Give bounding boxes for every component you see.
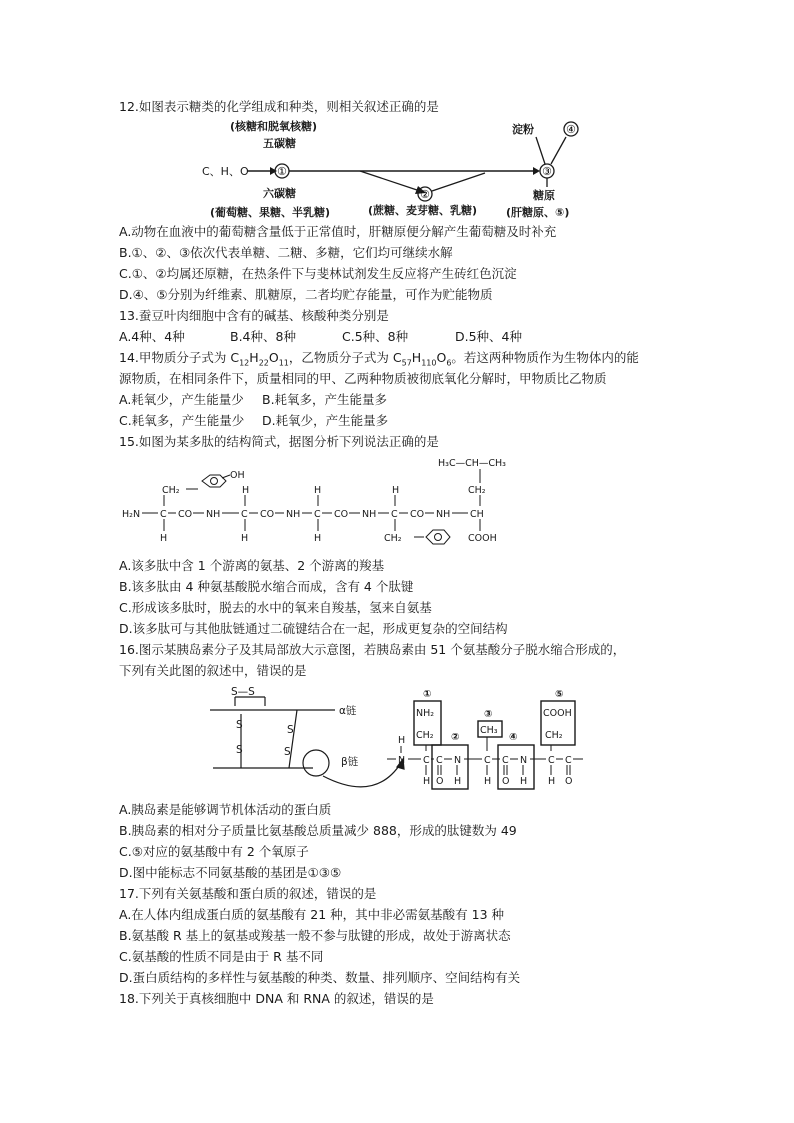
q16-fig-cc6: C: [565, 755, 572, 766]
q16-stem-line2: 下列有关此图的叙述中，错误的是: [119, 663, 307, 678]
q14-h2: H: [411, 350, 422, 365]
q16-fig-alpha: α链: [339, 705, 357, 717]
q16-option-a: A.胰岛素是能够调节机体活动的蛋白质: [119, 802, 332, 817]
q16-fig-h4: H: [484, 776, 492, 787]
q16-fig-c3: ③: [484, 709, 493, 720]
q16-insulin-diagram: [205, 683, 595, 798]
q15-fig-co4: CO: [410, 509, 425, 520]
q14-o2: O: [436, 350, 447, 365]
q17-stem: 17.下列有关氨基酸和蛋白质的叙述，错误的是: [119, 886, 377, 901]
q15-fig-c1: C: [160, 509, 167, 520]
q14-text-a: 14.甲物质分子式为 C: [119, 350, 240, 365]
q16-fig-cc5: C: [548, 755, 555, 766]
q12-stem: 12.如图表示糖类的化学组成和种类，则相关叙述正确的是: [119, 99, 439, 114]
q15-fig-oh: OH: [230, 470, 245, 481]
q12-fig-disacch: (蔗糖、麦芽糖、乳糖): [368, 204, 478, 217]
q16-fig-s1: S: [236, 719, 243, 731]
q15-fig-h-top2: H: [242, 485, 250, 496]
q14-sub3: 11: [278, 358, 289, 368]
q12-fig-hexose: 六碳糖: [263, 187, 296, 200]
q16-fig-s3: S: [287, 724, 294, 736]
q12-fig-top1: (核糖和脱氧核糖): [230, 120, 318, 133]
q14-text-c: 。若这两种物质作为生物体内的能: [451, 350, 639, 365]
q15-fig-nh4: NH: [436, 509, 451, 520]
q16-stem-line1: 16.图示某胰岛素分子及其局部放大示意图，若胰岛素由 51 个氨基酸分子脱水缩合形成的，: [119, 642, 626, 657]
q14-stem-line2: 源物质，在相同条件下，质量相同的甲、乙两种物质被彻底氧化分解时，甲物质比乙物质: [119, 371, 607, 386]
q12-fig-n3: ③: [542, 165, 552, 178]
q13-option-d: D.5种、4种: [455, 329, 523, 344]
q16-option-c: C.⑤对应的氨基酸中有 2 个氧原子: [119, 844, 309, 859]
q12-option-a: A.动物在血液中的葡萄糖含量低于正常值时，肝糖原便分解产生葡萄糖及时补充: [119, 224, 557, 239]
q16-option-b: B.胰岛素的相对分子质量比氨基酸总质量减少 888，形成的肽键数为 49: [119, 823, 517, 838]
q15-fig-co3: CO: [334, 509, 349, 520]
q15-fig-nh2b: NH: [286, 509, 301, 520]
q15-fig-h-bot1: H: [160, 533, 168, 544]
q14-option-b: B.耗氧多，产生能量多: [262, 392, 388, 407]
q14-option-c: C.耗氧多，产生能量少: [119, 413, 245, 428]
q12-fig-hexose-types: (葡萄糖、果糖、半乳糖): [210, 206, 331, 219]
q15-fig-c3: C: [314, 509, 321, 520]
q12-fig-glycogen-types: (肝糖原、⑤): [506, 206, 570, 219]
q14-sub1: 12: [239, 358, 250, 368]
q15-fig-co2: CO: [260, 509, 275, 520]
q15-option-d: D.该多肽可与其他肽链通过二硫键结合在一起，形成更复杂的空间结构: [119, 621, 508, 636]
q12-option-b: B.①、②、③依次代表单糖、二糖、多糖，它们均可继续水解: [119, 245, 453, 260]
q16-fig-s2: S: [236, 744, 243, 756]
q13-option-c: C.5种、8种: [342, 329, 409, 344]
q17-option-a: A.在人体内组成蛋白质的氨基酸有 21 种，其中非必需氨基酸有 13 种: [119, 907, 505, 922]
q15-option-a: A.该多肽中含 1 个游离的氨基、2 个游离的羧基: [119, 558, 385, 573]
q16-fig-n3: N: [520, 755, 528, 766]
q12-fig-cho: C、H、O: [202, 165, 249, 178]
q16-fig-h2: H: [423, 776, 431, 787]
q12-fig-n1: ①: [277, 165, 287, 178]
q16-fig-beta: β链: [341, 756, 359, 768]
q16-fig-o2: O: [502, 776, 510, 787]
q15-option-c: C.形成该多肽时，脱去的水中的氧来自羧基，氢来自氨基: [119, 600, 432, 615]
q16-fig-c2: ②: [451, 732, 460, 743]
q14-sub5: 110: [421, 358, 437, 368]
q13-stem: 13.蚕豆叶肉细胞中含有的碱基、核酸种类分别是: [119, 308, 389, 323]
q16-fig-c5: ⑤: [555, 689, 564, 700]
q16-fig-ch2-b: CH₂: [545, 730, 563, 741]
q16-fig-cc3: C: [484, 755, 491, 766]
q16-fig-h3: H: [454, 776, 462, 787]
q15-stem: 15.如图为某多肽的结构简式，据图分析下列说法正确的是: [119, 434, 439, 449]
q16-fig-cc4: C: [502, 755, 509, 766]
q14-o: O: [268, 350, 279, 365]
q15-fig-nh2: H₂N: [122, 509, 141, 520]
q17-option-c: C.氨基酸的性质不同是由于 R 基不同: [119, 949, 324, 964]
q14-text-b: ，乙物质分子式为 C: [288, 350, 402, 365]
q14-sub6: 6: [446, 358, 452, 368]
q16-fig-h5: H: [520, 776, 528, 787]
q15-fig-h-top4: H: [392, 485, 400, 496]
q15-fig-cooh: COOH: [468, 533, 497, 544]
q16-fig-cc2: C: [436, 755, 443, 766]
q14-option-d: D.耗氧少，产生能量多: [262, 413, 389, 428]
q12-fig-n2: ②: [420, 188, 430, 201]
q17-option-b: B.氨基酸 R 基上的氨基或羧基一般不参与肽键的形成，故处于游离状态: [119, 928, 511, 943]
q13-option-b: B.4种、8种: [230, 329, 296, 344]
q15-fig-ch2-4: CH₂: [384, 533, 402, 544]
q16-fig-ch3: CH₃: [480, 725, 498, 736]
q15-fig-c2: C: [241, 509, 248, 520]
q12-option-d: D.④、⑤分别为纤维素、肌糖原，二者均贮存能量，可作为贮能物质: [119, 287, 493, 302]
q12-fig-starch: 淀粉: [512, 123, 534, 136]
q14-option-a: A.耗氧少，产生能量少: [119, 392, 244, 407]
q16-fig-n1: N: [398, 755, 406, 766]
q16-fig-c1: ①: [423, 689, 432, 700]
q15-option-b: B.该多肽由 4 种氨基酸脱水缩合而成，含有 4 个肽键: [119, 579, 414, 594]
q12-fig-pentose: 五碳糖: [263, 137, 296, 150]
q15-fig-c4: C: [391, 509, 398, 520]
q16-fig-c4: ④: [509, 732, 518, 743]
q16-fig-cc1: C: [423, 755, 430, 766]
q15-fig-h-bot2: H: [241, 533, 249, 544]
q17-option-d: D.蛋白质结构的多样性与氨基酸的种类、数量、排列顺序、空间结构有关: [119, 970, 521, 985]
q18-stem: 18.下列关于真核细胞中 DNA 和 RNA 的叙述，错误的是: [119, 991, 434, 1006]
q14-h: H: [249, 350, 259, 365]
q14-sub2: 22: [258, 358, 269, 368]
q15-polypeptide-diagram: [118, 453, 528, 553]
q12-fig-n4: ④: [566, 123, 576, 136]
q12-sugar-diagram: [200, 117, 600, 222]
q15-fig-ch5: CH: [470, 509, 484, 520]
q16-fig-s4: S: [284, 746, 291, 758]
q15-fig-nh3: NH: [362, 509, 377, 520]
q16-fig-n2: N: [454, 755, 462, 766]
q15-fig-ch2-1: CH₂: [162, 485, 180, 496]
q15-fig-ch2-5: CH₂: [468, 485, 486, 496]
q15-fig-h-bot3: H: [314, 533, 322, 544]
q16-fig-o3: O: [565, 776, 573, 787]
q15-fig-h-top3: H: [314, 485, 322, 496]
q16-fig-h1: H: [398, 735, 406, 746]
q12-fig-glycogen: 糖原: [533, 189, 555, 202]
q16-fig-ch2-a: CH₂: [416, 730, 434, 741]
q16-fig-o1: O: [436, 776, 444, 787]
q15-fig-co1: CO: [178, 509, 193, 520]
q15-fig-top-chain: H₃C—CH—CH₃: [438, 458, 506, 469]
q16-fig-nh2: NH₂: [416, 708, 435, 719]
q14-sub4: 57: [401, 358, 412, 368]
q16-option-d: D.图中能标志不同氨基酸的基团是①③⑤: [119, 865, 342, 880]
q13-option-a: A.4种、4种: [119, 329, 185, 344]
q15-fig-nh1: NH: [206, 509, 221, 520]
q16-fig-ss: S—S: [231, 686, 255, 698]
q12-option-c: C.①、②均属还原糖，在热条件下与斐林试剂发生反应将产生砖红色沉淀: [119, 266, 517, 281]
q16-fig-cooh: COOH: [543, 708, 572, 719]
q16-fig-h6: H: [548, 776, 556, 787]
